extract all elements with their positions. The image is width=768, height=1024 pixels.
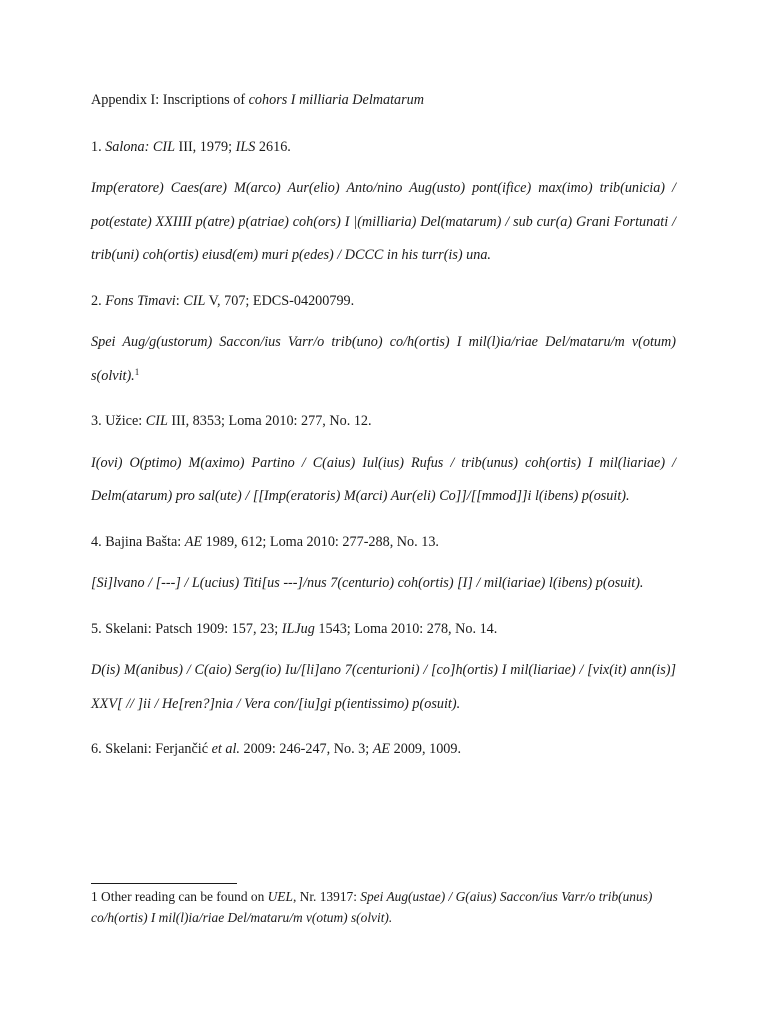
footnote-reading: Spei Aug(ustae) / G(aius) Saccon/ius Varr/o trib(unus) co/h(ortis) I mil(l)ia/riae Del/mataru/m v(otum) s(olvit). [91,889,653,925]
inscription-body: Imp(eratore) Caes(are) M(arco) Aur(elio) Anto/nino Aug(usto) pont(ifice) max(imo) trib(unicia) / pot(estate) XXIIII p(atre) p(atriae) coh(ors) I |(milliaria) Del(matarum) / sub cur(a) Grani Fortunati / trib(uni) coh(ortis) eiusd(em) muri p(edes) / DCCC in his turr(is) una. [91,180,676,263]
inscription-text [91,172,676,273]
heading-unit-name: cohors I milliaria Delmatarum [248,92,424,108]
entry-citation-part: Bajina Bašta: [105,533,185,550]
entry-title [91,405,676,439]
entry-title [91,526,676,560]
inscription-text [91,567,676,601]
inscription-body: I(ovi) O(ptimo) M(aximo) Partino / C(aius) Iul(ius) Rufus / trib(unus) coh(ortis) I mil(liariae) / Delm(atarum) pro sal(ute) / [[Imp(eratoris) M(arci) Aur(eli) Co]]/[[mmod]]i l(ibens) p(osuit). [91,454,676,504]
entry-number: 4. [91,533,106,550]
entry-number: 5. [91,620,106,637]
inscription-body: D(is) M(anibus) / C(aio) Serg(io) Iu/[li]ano 7(centurioni) / [co]h(ortis) I mil(liariae) / [vix(it) ann(is)] XXV[ // ]ii / He[ren?]nia / Vera con/[iu]gi p(ientissimo) p(osuit). [91,662,676,712]
footnote-marker[interactable]: 1 [134,366,140,377]
entry-citation-part: AE [372,741,391,757]
entries-list [91,131,676,767]
entry-citation-part: CIL [152,138,175,155]
entry-citation-part: Skelani: Ferjančić [105,741,212,757]
entry-citation-part: et al. [211,741,240,757]
footnote-ref: , Nr. 13917: [292,889,361,904]
entry-citation-part: 2616. [255,138,291,155]
appendix-heading [91,84,676,118]
inscription-text [91,654,676,721]
entry-citation-part: 1543; Loma 2010: 278, No. 14. [314,620,498,637]
text-body [91,84,676,767]
entry-citation-part: 2009: 246-247, No. 3; [239,741,373,757]
entry-citation-part: V, 707; EDCS-04200799. [205,292,355,309]
entry-citation-part: III, 1979; [174,138,236,155]
entry-title [91,131,676,165]
entry-number: 1. [91,138,106,155]
entry-citation-part: III, 8353; Loma 2010: 277, No. 12. [167,413,372,429]
inscription-text [91,447,676,514]
entry-citation-part: Salona: [105,138,153,155]
heading-prefix: Appendix I: Inscriptions of [91,92,249,108]
entry-citation-part: CIL [183,292,206,309]
footnote-number: 1 [91,889,98,904]
footnote-source: UEL [267,889,293,904]
entry-citation-part: 2009, 1009. [390,741,462,757]
entry-citation-part: Užice: [105,413,146,429]
entry-citation-part: ILS [235,138,256,155]
entry-number: 2. [91,292,106,309]
entry-citation-part: : [175,292,184,309]
entry-title [91,613,676,647]
entry-citation-part: AE [184,533,203,550]
entry-citation-part: ILJug [281,620,315,637]
entry-number: 6. [91,741,106,757]
entry-citation-part: Skelani: Patsch 1909: 157, 23; [105,620,282,637]
entry-citation-part: Fons Timavi [105,292,176,309]
inscription-body: Spei Aug/g(ustorum) Saccon/ius Varr/o trib(uno) co/h(ortis) I mil(l)ia/riae Del/mataru/m v(otum) s(olvit). [91,334,676,384]
entry-citation-part: 1989, 612; Loma 2010: 277-288, No. 13. [202,533,439,550]
entry-title [91,285,676,319]
entry-title [91,733,676,767]
footnote-separator [91,883,237,884]
footnote-text: Other reading can be found on [97,889,268,904]
footnote [91,886,676,928]
entry-citation-part: CIL [145,413,168,429]
entry-number: 3. [91,413,106,429]
inscription-body: [Si]lvano / [---] / L(ucius) Titi[us ---]/nus 7(centurio) coh(ortis) [I] / mil(iariae) l(ibens) p(osuit). [91,575,644,591]
inscription-text [91,326,676,393]
